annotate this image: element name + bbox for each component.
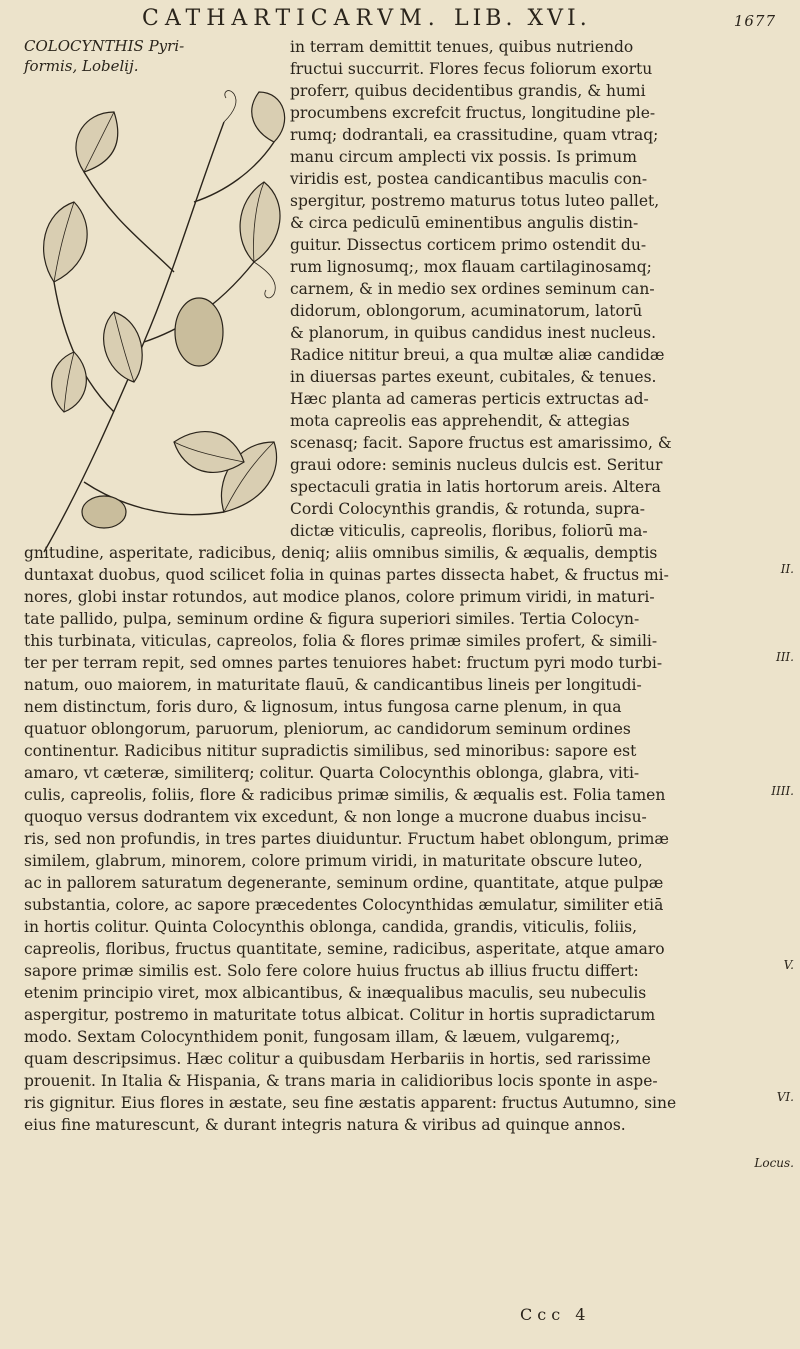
- text-line: in terram demittit tenues, quibus nutriendo: [290, 38, 634, 56]
- text-line: quoquo versus dodrantem vix excedunt, & non longe a mucrone duabus incisu-: [24, 808, 647, 826]
- text-line: ris gignitur. Eius flores in æstate, seu fine æstatis apparent: fructus Autumno, sine: [24, 1094, 677, 1112]
- text-line: gnitudine, asperitate, radicibus, deniq; aliis omnibus similis, & æqualis, demptis: [24, 544, 658, 562]
- text-line: proferr, quibus decidentibus grandis, & humi: [290, 82, 646, 100]
- text-line: quam descripsimus. Hæc colitur a quibusdam Herbariis in hortis, sed rarissime: [24, 1050, 651, 1068]
- text-line: aspergitur, postremo in maturitate totus albicat. Colitur in hortis supradictarum: [24, 1006, 656, 1024]
- text-line: guitur. Dissectus corticem primo ostendit du-: [290, 236, 647, 254]
- text-line: natum, ouo maiorem, in maturitate flauū, & candicantibus lineis per longitudi-: [24, 676, 642, 694]
- text-line: fructui succurrit. Flores fecus foliorum exortu: [290, 60, 653, 78]
- text-line: viridis est, postea candicantibus maculis con-: [290, 170, 648, 188]
- caption-line-1: COLOCYNTHIS Pyri-: [24, 37, 185, 55]
- text-line: ter per terram repit, sed omnes partes tenuiores habet: fructum pyri modo turbi-: [24, 654, 663, 672]
- text-line: nores, globi instar rotundos, aut modice planos, colore primum viridi, in maturi-: [24, 588, 655, 606]
- header-book: LIB. XVI.: [454, 6, 591, 31]
- text-line: capreolis, floribus, fructus quantitate, semine, radicibus, asperitate, atque amaro: [24, 940, 665, 958]
- text-line: carnem, & in medio sex ordines seminum can-: [290, 280, 655, 298]
- running-header: [142, 6, 776, 31]
- text-line: spectaculi gratia in latis hortorum areis. Altera: [290, 478, 661, 496]
- text-line: this turbinata, viticulas, capreolos, folia & flores primæ similes profert, & simili-: [24, 632, 658, 650]
- text-line: didorum, oblongorum, acuminatorum, latorū: [290, 302, 643, 320]
- text-line: rum lignosumq;, mox flauam cartilaginosamq;: [290, 258, 652, 276]
- margin-note-ii: II.: [780, 562, 794, 576]
- text-line: rumq; dodrantali, ea crassitudine, quam vtraq;: [290, 126, 659, 144]
- margin-note-locus: Locus.: [754, 1156, 794, 1170]
- margin-note-iiii: IIII.: [771, 784, 794, 798]
- text-line: continentur. Radicibus nititur supradictis similibus, sed minoribus: sapore est: [24, 742, 637, 760]
- text-line: eius fine maturescunt, & durant integris natura & viribus ad quinque annos.: [24, 1116, 626, 1134]
- text-line: ac in pallorem saturatum degenerante, seminum ordine, quantitate, atque pulpæ: [24, 874, 664, 892]
- caption-line-2: formis, Lobelij.: [24, 57, 139, 75]
- text-line: spergitur, postremo maturus totus luteo pallet,: [290, 192, 660, 210]
- text-line: substantia, colore, ac sapore præcedentes Colocynthidas æmulatur, similiter etiā: [24, 896, 664, 914]
- margin-note-iii: III.: [775, 650, 794, 664]
- text-line: mota capreolis eas apprehendit, & attegias: [290, 412, 630, 430]
- margin-note-vi: VI.: [776, 1090, 794, 1104]
- text-line: etenim principio viret, mox albicantibus, & inæqualibus maculis, seu nubeculis: [24, 984, 647, 1002]
- text-line: culis, capreolis, foliis, flore & radicibus primæ similis, & æqualis est. Folia tamen: [24, 786, 666, 804]
- text-line: prouenit. In Italia & Hispania, & trans maria in calidioribus locis sponte in aspe-: [24, 1072, 658, 1090]
- text-line: in hortis colitur. Quinta Colocynthis oblonga, candida, grandis, viticulis, foliis,: [24, 918, 638, 936]
- text-line: sapore primæ similis est. Solo fere colore huius fructus ab illius fructu differt:: [24, 962, 639, 980]
- text-line: Cordi Colocynthis grandis, & rotunda, supra-: [290, 500, 646, 518]
- text-line: in diuersas partes exeunt, cubitales, & tenues.: [290, 368, 657, 386]
- text-line: & planorum, in quibus candidus inest nucleus.: [290, 324, 657, 342]
- text-line: manu circum amplecti vix possis. Is primum: [290, 148, 637, 166]
- margin-note-v: V.: [783, 958, 794, 972]
- text-line: Hæc planta ad cameras perticis extructas ad-: [290, 390, 649, 408]
- text-line: scenasq; facit. Sapore fructus est amarissimo, &: [290, 434, 672, 452]
- text-line: similem, glabrum, minorem, colore primum viridi, in maturitate obscure luteo,: [24, 852, 643, 870]
- text-line: dictæ viticulis, capreolis, floribus, foliorū ma-: [290, 522, 648, 540]
- text-line: nem distinctum, foris duro, & lignosum, intus fungosa carne plenum, in qua: [24, 698, 622, 716]
- text-line: Radice nititur breui, a qua multæ aliæ candidæ: [290, 346, 665, 364]
- text-line: amaro, vt cæteræ, similiterq; colitur. Quarta Colocynthis oblonga, glabra, viti-: [24, 764, 640, 782]
- text-line: procumbens excrefcit fructus, longitudine ple-: [290, 104, 656, 122]
- text-line: graui odore: seminis nucleus dulcis est. Seritur: [290, 456, 663, 474]
- text-line: modo. Sextam Colocynthidem ponit, fungosam illam, & læuem, vulgaremq;,: [24, 1028, 621, 1046]
- header-title: CATHARTICARVM.: [142, 6, 441, 31]
- text-line: tate pallido, pulpa, seminum ordine & figura superiori similes. Tertia Colocyn-: [24, 610, 640, 628]
- text-line: duntaxat duobus, quod scilicet folia in quinas partes dissecta habet, & fructus mi-: [24, 566, 669, 584]
- signature-mark: Ccc 4: [520, 1305, 591, 1324]
- text-line: quatuor oblongorum, paruorum, pleniorum, ac candidorum seminum ordines: [24, 720, 631, 738]
- page-number: 1677: [733, 12, 776, 30]
- text-line: ris, sed non profundis, in tres partes diuiduntur. Fructum habet oblongum, primæ: [24, 830, 669, 848]
- text-line: & circa pediculū eminentibus angulis distin-: [290, 214, 639, 232]
- body-text: [24, 36, 766, 1136]
